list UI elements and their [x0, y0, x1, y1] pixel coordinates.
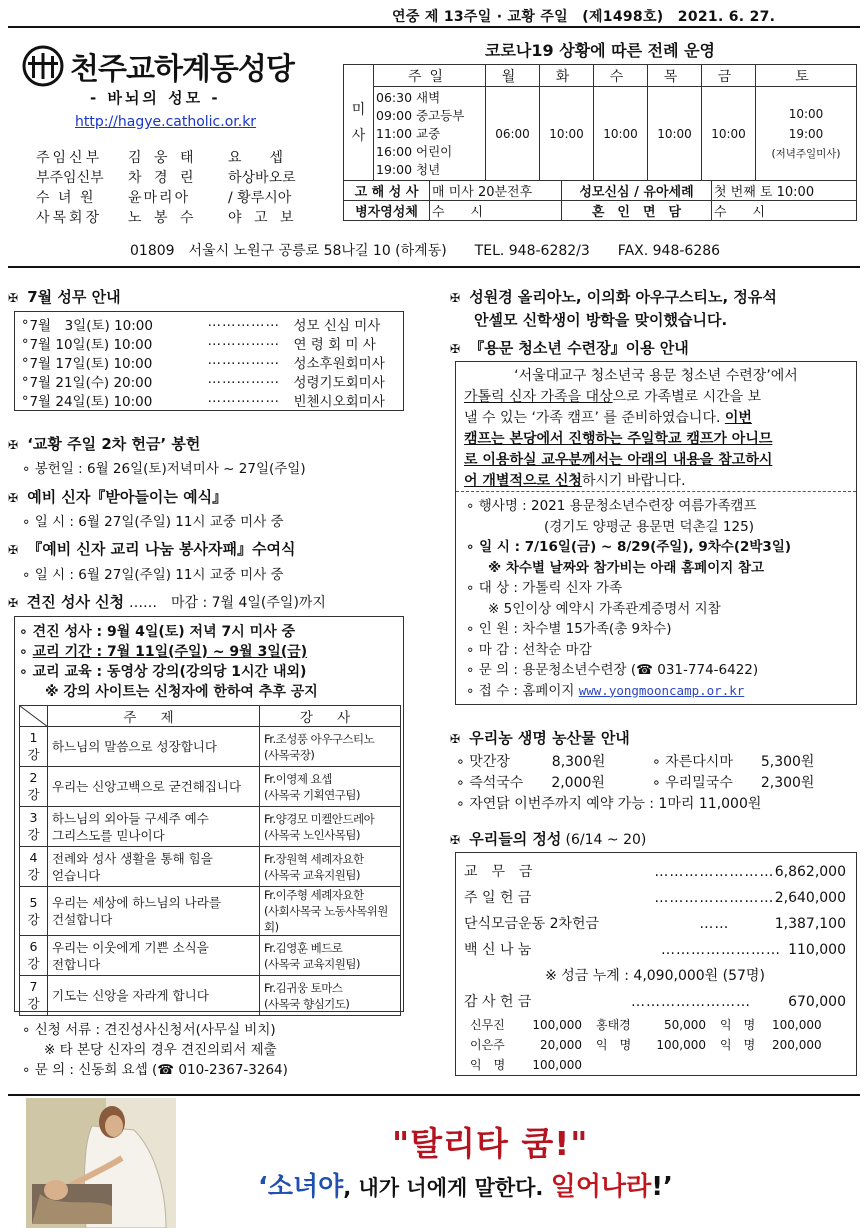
- lecture-lecturer: Fr.조성풍 아우구스티노 (사목국장): [260, 727, 401, 767]
- header-rule: [8, 26, 860, 28]
- staff-list: [36, 147, 314, 227]
- lecture-topic: 기도는 신앙을 자라게 합니다: [48, 976, 260, 1016]
- farm-list: [456, 752, 856, 815]
- banner-rule: [8, 1094, 860, 1096]
- lecture-table: 주 제 강 사: [19, 705, 401, 727]
- list-item: ∘ 맛간장 8,300원 ∘ 자른다시마 5,300원: [456, 754, 815, 770]
- form-note: ※ 타 본당 신자의 경우 견진의뢰서 제출: [44, 1042, 277, 1058]
- list-item: ∘ 7월 21일(수) 20:00 …………… 성령기도회미사: [21, 371, 385, 391]
- offering-title: ✠ 우리들의 정성 (6/14 ~ 20): [450, 830, 647, 848]
- lecture-body: [19, 726, 401, 1016]
- banner-quote-title: "탈리타 쿰!": [392, 1124, 589, 1163]
- lecture-number: 7강: [20, 976, 48, 1016]
- catechumen-title: ✠ 예비 신자『받아들이는 예식』: [8, 488, 228, 506]
- lecture-rows: [19, 726, 399, 1016]
- table-corner: [20, 706, 48, 727]
- lecture-number: 5강: [20, 887, 48, 936]
- lecture-topic: 우리는 이웃에게 기쁜 소식을 전합니다: [48, 936, 260, 976]
- confirmation-period: 교리 기간 : 7월 11일(주일) ~ 9월 3일(금): [32, 644, 308, 660]
- lecture-lecturer: Fr.양경모 미켈안드레아 (사목국 노인사목팀): [260, 807, 401, 847]
- camp-title: ✠ 『용문 청소년 수련장』이용 안내: [450, 339, 689, 357]
- lecture-topic: 하느님의 외아들 구세주 예수 그리스도를 믿나이다: [48, 807, 260, 847]
- volunteer-line: ∘ 일 시 : 6월 27일(주일) 11시 교중 미사 중: [22, 567, 284, 583]
- table-row: [20, 727, 401, 767]
- offering-box: [455, 852, 857, 1076]
- staff-row: 사목회장 노 봉 수 야 고 보: [36, 210, 298, 226]
- mass-table: 미사 주일 월 화 수 목 금 토 06:30 새벽 09:00 중고등부 11:00 교중 16:00 어린이 19:00 청년 06:00 10:00 10:00 10:00 10:00 10:00 19:00 (저녁주일미사): [343, 64, 857, 181]
- lecture-number: 1강: [20, 727, 48, 767]
- list-item: ∘ 즉석국수 2,000원 ∘ 우리밀국수 2,300원: [456, 775, 815, 791]
- table-row: 백 신 나 눔 …………………… 110,000: [464, 942, 846, 958]
- donor-row: 신무진 100,000 홍태경 50,000 익 명 100,000: [470, 1018, 822, 1032]
- mass-label: 미사: [344, 65, 374, 181]
- table-row: [20, 936, 401, 976]
- confirmation-note: ※ 강의 사이트는 신청자에 한하여 추후 공지: [45, 684, 318, 700]
- offering-rows: [464, 859, 846, 963]
- donor-rows: [464, 1015, 846, 1075]
- lecture-number: 4강: [20, 847, 48, 887]
- table-row: 단식모금운동 2차헌금 …… 1,387,100: [464, 916, 846, 932]
- confirmation-title: ✠ 견진 성사 신청 …… 마감 : 7월 4일(주일)까지: [8, 593, 326, 611]
- donor-row: 이은주 20,000 익 명 100,000 익 명 200,000: [470, 1038, 822, 1052]
- staff-row: 주임신부 김 웅 태 요 셉: [36, 150, 284, 166]
- parish-logo-icon: [22, 45, 64, 87]
- donor-row: 익 명 100,000: [470, 1058, 582, 1072]
- farm-title: ✠ 우리농 생명 농산물 안내: [450, 729, 630, 747]
- parish-name: 천주교하계동성당: [70, 52, 294, 87]
- staff-row: 수 녀 원 윤마리아 / 황루시아: [36, 190, 292, 206]
- confirmation-box: ∘ 견진 성사 : 9월 4일(토) 저녁 7시 미사 중 ∘ 교리 기간 : 7월 11일(주일) ~ 9월 3일(금) ∘ 교리 교육 : 동영상 강의(강의당 1시간 내외) ※ 강의 사이트는 신청자에 한하여 추후 공지 주 제 강 사 1강 하느님의 말씀으로 성장합니다 Fr.조성풍 아우구스티노 (사목국장) 2강 우리는 신앙고백으로 굳건해집니다 Fr.이영제 요셉 (사목국 기획연구팀) 3강 하느님의 외아들 구세주 예수 그리스도를 믿나이다 Fr.양경모 미켈안드레아 (사목국 노인사목팀) 4강 전례와 성사 생활을 통해 힘을 얻습니다 Fr.장원혁 세례자요한 (사목국 교육지원팀) 5강 우리는 세상에 하느님의 나라를 건설합니다 Fr.이주형 세례자요한 (사회사목국 노동사목위원회) 6강 우리는 이웃에게 기쁜 소식을 전합니다 Fr.김영훈 베드로 (사목국 교육지원팀) 7강 기도는 신앙을 자라게 합니다 Fr.김귀웅 토마스 (사목국 향심기도): [14, 616, 404, 1012]
- lecture-topic: 하느님의 말씀으로 성장합니다: [48, 727, 260, 767]
- list-item: ∘ 자연닭 이번주까지 예약 가능 : 1마리 11,000원: [456, 796, 762, 812]
- camp-box: [455, 361, 857, 705]
- table-row: [20, 767, 401, 807]
- staff-row: 부주임신부 차 경 린 하상바오로: [36, 170, 296, 186]
- welcome-title: ✠ 성원경 올리아노, 이의화 아우구스티노, 정유석 안셀모 신학생이 방학을 맞이했습니다.: [450, 288, 777, 329]
- camp-details: ∘ 행사명 : 2021 용문청소년수련장 여름가족캠프 (경기도 양평군 용문면 덕촌길 125) ∘ 일 시 : 7/16일(금) ~ 8/29(주일), 9차수(2박3일) ※ 차수별 날짜와 참가비는 아래 홈페이지 참고 ∘ 대 상 : 가톨릭 신자 가족 ※ 5인이상 예약시 가족관계증명서 지참 ∘ 인 원 : 차수별 15가족(총 9차수) ∘ 마 감 : 선착순 마감 ∘ 문 의 : 용문청소년수련장 (☎ 031-774-6422) ∘ 접 수 : 홈페이지 www.yongmooncamp.or.kr: [466, 498, 792, 699]
- address-line: 01809 서울시 노원구 공릉로 58나길 10 (하계동) TEL. 948-6282/3 FAX. 948-6286: [130, 243, 721, 259]
- mass-schedule-title: 코로나19 상황에 따른 전례 운영: [484, 41, 716, 60]
- camp-link[interactable]: www.yongmooncamp.or.kr: [578, 682, 745, 698]
- pope-line: ∘ 봉헌일 : 6월 26일(토)저녁미사 ~ 27일(주일): [22, 461, 306, 477]
- form-line: ∘ 신청 서류 : 견진성사신청서(사무실 비치): [22, 1022, 276, 1038]
- list-item: ∘ 7월 17일(토) 10:00 …………… 성소후원회미사: [21, 352, 385, 372]
- catechumen-line: ∘ 일 시 : 6월 27일(주일) 11시 교중 미사 중: [22, 514, 284, 530]
- list-item: ∘ 7월 3일(토) 10:00 …………… 성모 신심 미사: [21, 314, 381, 334]
- table-row: 교 무 금 …………………… 6,862,000: [464, 864, 846, 880]
- list-item: ∘ 7월 24일(토) 10:00 …………… 빈첸시오회미사: [21, 390, 385, 410]
- table-row: [20, 807, 401, 847]
- issue-info: 연중 제 13주일 · 교황 주일 (제1498호) 2021. 6. 27.: [392, 9, 776, 25]
- list-item: ∘ 7월 10일(토) 10:00 …………… 연 령 회 미 사: [21, 333, 376, 353]
- lecture-lecturer: Fr.이영제 요셉 (사목국 기획연구팀): [260, 767, 401, 807]
- lecture-lecturer: Fr.김귀웅 토마스 (사목국 향심기도): [260, 976, 401, 1016]
- pope-title: ✠ ‘교황 주일 2차 헌금’ 봉헌: [8, 435, 201, 453]
- lecture-topic: 전례와 성사 생활을 통해 힘을 얻습니다: [48, 847, 260, 887]
- lecture-number: 2강: [20, 767, 48, 807]
- camp-notice: ‘서울대교구 청소년국 용문 청소년 수련장’에서 가톨릭 신자 가족을 대상으로 가족별로 시간을 보 낼 수 있는 ‘가족 캠프’ 를 준비하였습니다. 이번 캠프는 본당에서 진행하는 주일학교 캠프가 아니므 로 이용하실 교우분께서는 아래의 내용을 참고하시 어 개별적으로 신청하시기 바랍니다.: [456, 362, 856, 492]
- sacrament-table: 고 해 성 사 매 미사 20분전후 성모신심 / 유아세례 첫 번째 토 10:00 병자영성체 수 시 혼 인 면 담 수 시: [343, 180, 857, 221]
- table-row: [20, 976, 401, 1016]
- header-bottom-rule: [8, 266, 860, 268]
- table-row: 주 일 헌 금 …………………… 2,640,000: [464, 890, 846, 906]
- table-row: [20, 887, 401, 936]
- confirmation-date: 견진 성사 : 9월 4일(토) 저녁 7시 미사 중: [32, 624, 296, 640]
- parish-url[interactable]: http://hagye.catholic.or.kr: [75, 114, 257, 130]
- july-title: ✠ 7월 성무 안내: [8, 288, 121, 306]
- contact-line: ∘ 문 의 : 신동희 요셉 (☎ 010-2367-3264): [22, 1062, 288, 1078]
- lecture-lecturer: Fr.이주형 세례자요한 (사회사목국 노동사목위원회): [260, 887, 401, 936]
- lecture-lecturer: Fr.장원혁 세례자요한 (사목국 교육지원팀): [260, 847, 401, 887]
- lecture-number: 6강: [20, 936, 48, 976]
- patron-name: - 바뇌의 성모 -: [90, 89, 221, 107]
- table-row: 감 사 헌 금 …………………… 670,000: [464, 994, 846, 1010]
- jesus-illustration: [26, 1098, 176, 1228]
- lecture-topic: 우리는 세상에 하느님의 나라를 건설합니다: [48, 887, 260, 936]
- cumulative: ※ 성금 누계 : 4,090,000원 (57명): [545, 968, 765, 984]
- lecture-number: 3강: [20, 807, 48, 847]
- lecture-topic: 우리는 신앙고백으로 굳건해집니다: [48, 767, 260, 807]
- table-row: [20, 847, 401, 887]
- confirmation-education: 교리 교육 : 동영상 강의(강의당 1시간 내외): [32, 664, 307, 680]
- lecture-lecturer: Fr.김영훈 베드로 (사목국 교육지원팀): [260, 936, 401, 976]
- volunteer-title: ✠ 『예비 신자 교리 나눔 봉사자패』수여식: [8, 540, 296, 558]
- july-box: [14, 311, 404, 411]
- mass-schedule: [343, 38, 857, 221]
- banner-quote: ‘소녀야, 내가 너에게 말한다. 일어나라!’: [258, 1172, 673, 1202]
